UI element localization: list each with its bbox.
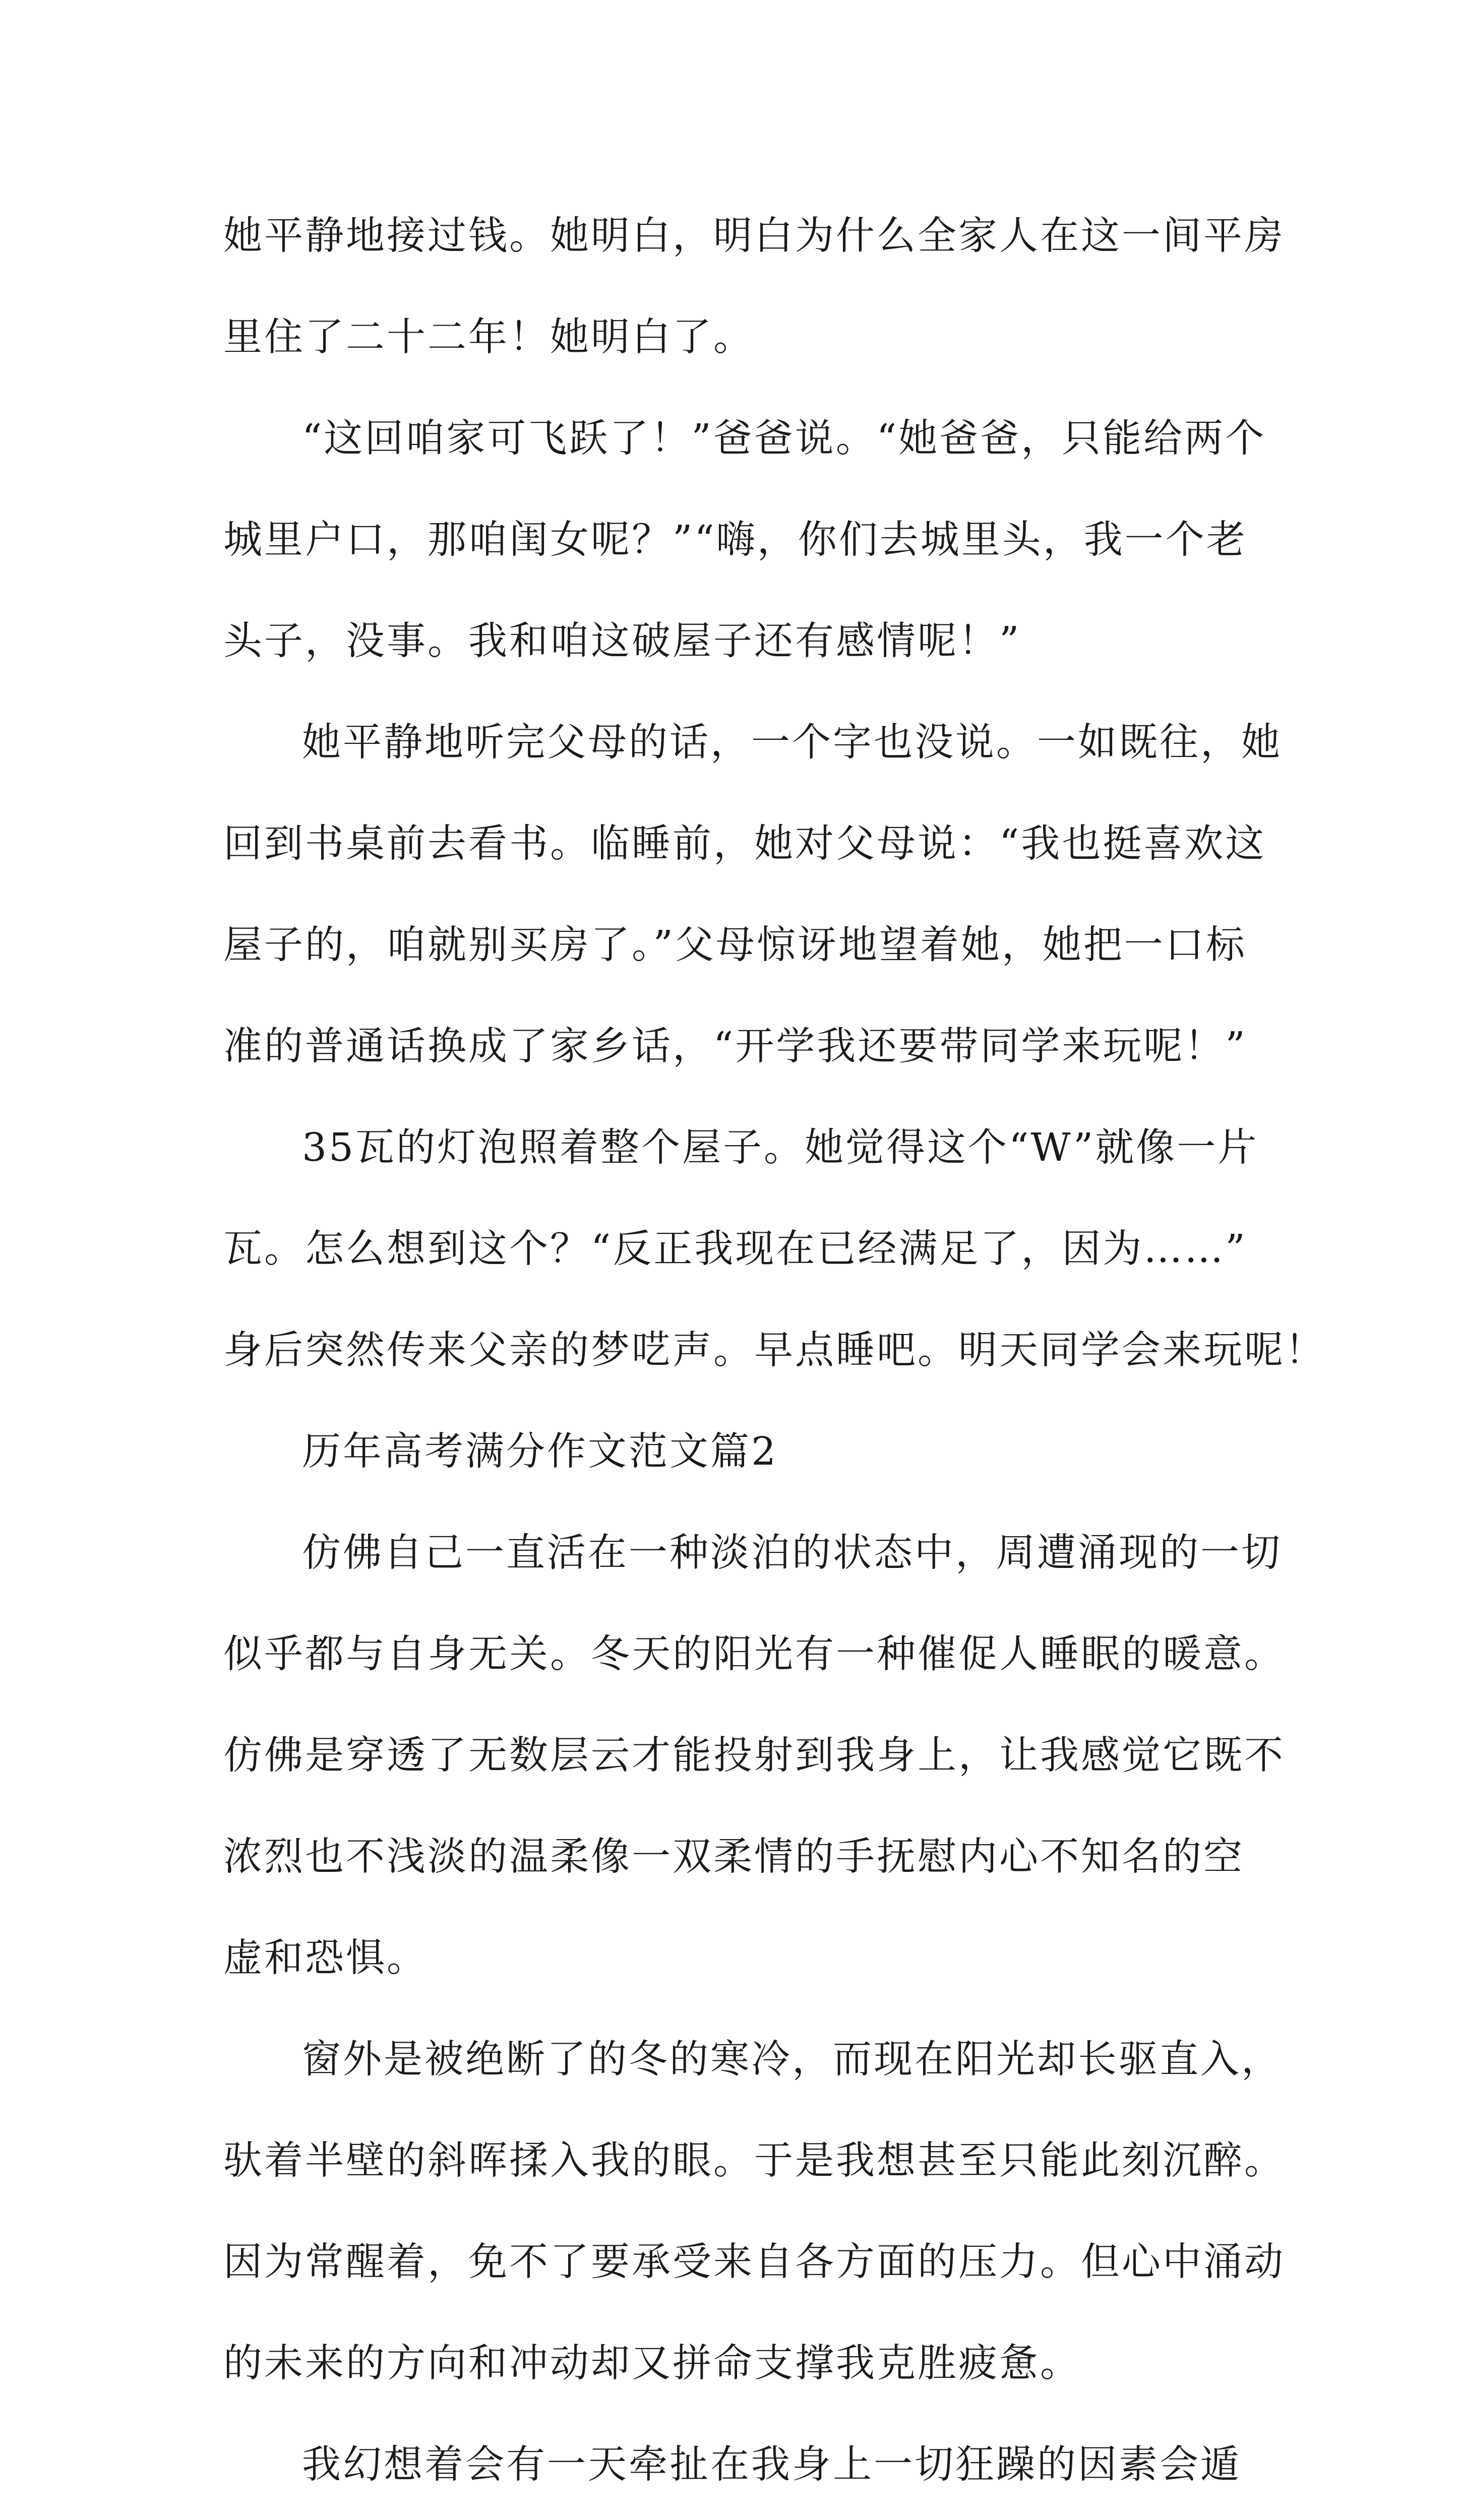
text-line: 35瓦的灯泡照着整个屋子。她觉得这个“W”就像一片 [302, 1125, 1259, 1170]
text-line: 的未来的方向和冲动却又拼命支撑我克胜疲惫。 [223, 2341, 1081, 2386]
text-line: 仿佛是穿透了无数层云才能投射到我身上，让我感觉它既不 [223, 1733, 1285, 1778]
body-text [223, 185, 1326, 2520]
text-line: 里住了二十二年！她明白了。 [223, 315, 754, 360]
text-line: 她平静地接过钱。她明白，明白为什么全家人在这一间平房 [223, 214, 1285, 259]
text-line: 城里户口，那咱闺女呢？”“嗨，你们去城里头，我一个老 [223, 518, 1247, 562]
text-line: 浓烈也不浅淡的温柔像一双柔情的手抚慰内心不知名的空 [223, 1835, 1244, 1879]
text-line: 准的普通话换成了家乡话，“开学我还要带同学来玩呢！” [223, 1024, 1247, 1069]
text-line: 我幻想着会有一天牵扯在我身上一切狂躁的因素会遁 [302, 2442, 1241, 2487]
text-line: 身后突然传来父亲的梦呓声。早点睡吧。明天同学会来玩呢！ [223, 1328, 1326, 1373]
text-line: 屋子的，咱就别买房了。”父母惊讶地望着她，她把一口标 [223, 923, 1247, 968]
text-line: 似乎都与自身无关。冬天的阳光有一种催促人睡眠的暖意。 [223, 1632, 1285, 1677]
text-line [223, 2515, 1242, 2520]
text-line: “这回咱家可飞跃了！”爸爸说。“她爸爸，只能给两个 [302, 416, 1266, 461]
text-line: 驮着半壁的斜晖揉入我的眼。于是我想甚至只能此刻沉醉。 [223, 2138, 1285, 2183]
text-line: 瓦。怎么想到这个？“反正我现在已经满足了，因为……” [223, 1227, 1247, 1272]
text-line: 虚和恐惧。 [223, 1936, 428, 1981]
text-line: 她平静地听完父母的话，一个字也没说。一如既往，她 [302, 720, 1282, 765]
text-line: 头子，没事。我和咱这破屋子还有感情呢！” [223, 619, 1021, 664]
section-heading: 历年高考满分作文范文篇2 [302, 1429, 778, 1474]
text-line: 仿佛自己一直活在一种淡泊的状态中，周遭涌现的一切 [302, 1531, 1282, 1576]
text-line: 回到书桌前去看书。临睡前，她对父母说：“我也挺喜欢这 [223, 822, 1266, 866]
text-line: 窗外是被绝断了的冬的寒冷，而现在阳光却长驱直入， [302, 2037, 1282, 2082]
text-line: 因为常醒着，免不了要承受来自各方面的压力。但心中涌动 [223, 2240, 1285, 2285]
